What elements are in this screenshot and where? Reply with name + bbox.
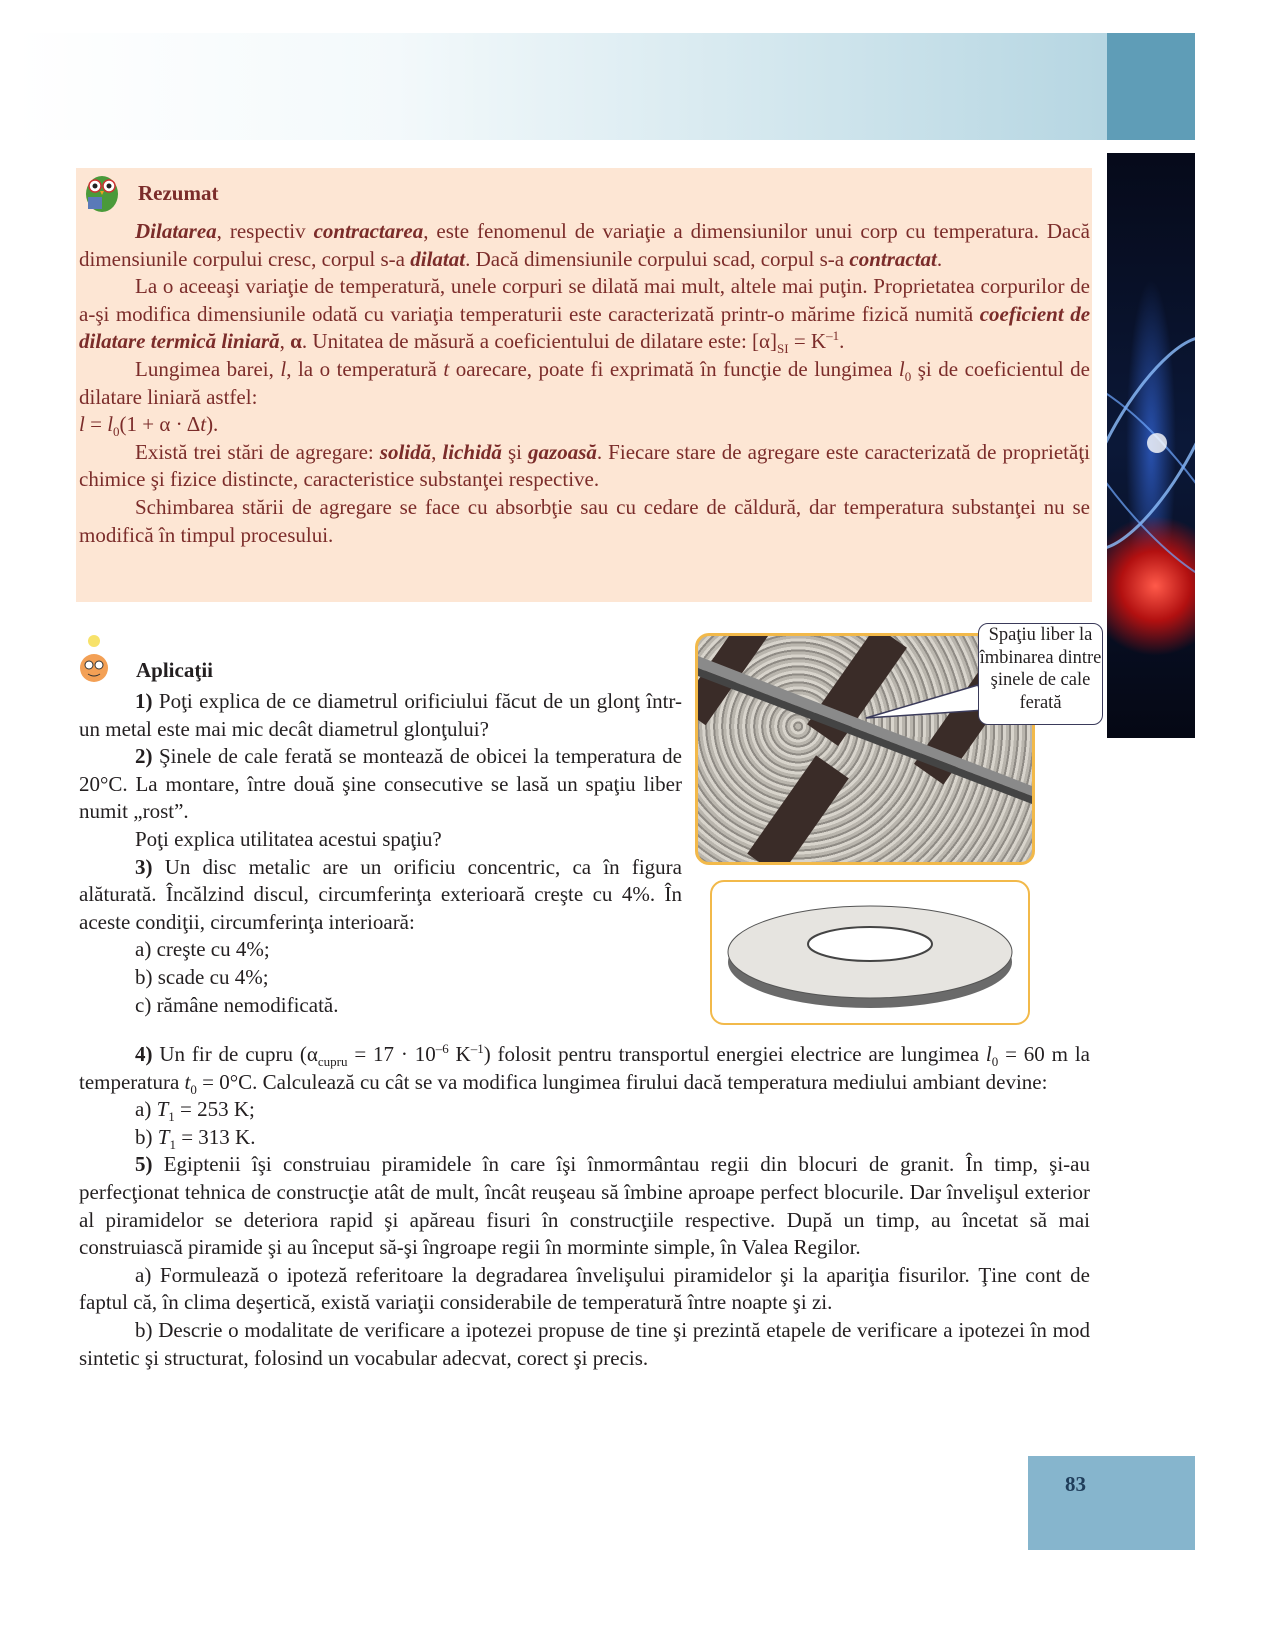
- text-segment: T: [156, 1097, 169, 1122]
- summary-paragraph: [79, 494, 1090, 549]
- text-segment: . Dacă dimensiunile corpului scad, corpul s-a: [465, 246, 850, 271]
- exercise: [79, 1041, 1090, 1096]
- header-banner: [15, 33, 1107, 140]
- text-segment: 3): [135, 854, 153, 879]
- text-segment: =: [84, 412, 108, 437]
- exercise: [79, 743, 682, 826]
- text-segment: = 313 K.: [175, 1124, 256, 1149]
- text-segment: a): [135, 1097, 157, 1122]
- text-segment: t: [443, 356, 450, 381]
- text-segment: Şinele de cale ferată se montează de obicei la temperatura de 20°C. La montare, între două şine consecutive se lasă un spaţiu liber numit „rost”.: [79, 744, 682, 824]
- text-segment: = 60 m la temperatura: [79, 1042, 1090, 1094]
- text-segment: α: [290, 329, 302, 354]
- page-number: 83: [1065, 1472, 1086, 1496]
- page-number-box: [1028, 1456, 1195, 1550]
- text-segment: 0: [904, 369, 912, 385]
- text-segment: b) Descrie o modalitate de verificare a ipotezei propuse de tine şi prezintă etapele de verificare a ipotezei în mod sintetic şi structurat, folosind un vocabular adecvat, corect şi precis.: [79, 1317, 1090, 1370]
- text-segment: Poţi explica utilitatea acestui spaţiu?: [135, 826, 442, 851]
- text-segment: a) Formulează o ipoteză referitoare la degradarea învelişului piramidelor şi la apariţia fisurilor. Ţine cont de faptul că, în clima deşertică, există variaţii considerabile de temperatură între noapte şi zi.: [79, 1262, 1090, 1315]
- text-segment: . Fiecare stare de agregare este caracterizată de proprietăţi chimice şi fizice distincte, caracteristice substanţei respective.: [79, 439, 1090, 492]
- text-segment: l: [107, 412, 114, 437]
- text-segment: , respectiv: [216, 219, 314, 243]
- text-segment: 0: [991, 1054, 999, 1070]
- figure-callout: Spaţiu liber la îmbinarea dintre şinele de cale ferată: [978, 623, 1103, 725]
- text-segment: 2): [135, 744, 153, 769]
- text-segment: Există trei stări de agregare:: [135, 439, 380, 464]
- exercise-option: [79, 936, 682, 964]
- text-segment: Un disc metalic are un orificiu concentric, ca în figura alăturată. Încălzind discul, circumferinţa exterioară creşte cu 4%. În aceste condiţii, circumferinţa interioară:: [79, 854, 682, 934]
- text-segment: = 253 K;: [174, 1097, 255, 1122]
- text-segment: Egiptenii îşi construiau piramidele în care îşi înmormântau regii din blocuri de granit. În timp, şi-au perfecţionat tehnica de construcţie atât de mult, încât reuşeau să îmbine aproape perfect blocurile. Dar învelişul exterior al piramidelor se deteriora rapid şi apăreau fisuri în construcţiile respective. După un timp, au încetat să mai construiască piramide şi au început să-şi îngroape regii în morminte simple, în Valea Regilor.: [79, 1152, 1090, 1260]
- text-segment: 0: [190, 1081, 197, 1097]
- emphasized-term: lichidă: [442, 439, 502, 464]
- exercise: [79, 1151, 1090, 1261]
- owl-reading-icon: [80, 170, 124, 214]
- text-segment: c) rămâne nemodificată.: [135, 992, 339, 1017]
- text-segment: –1: [470, 1041, 484, 1056]
- text-segment: l: [985, 1042, 992, 1066]
- exercise: [79, 688, 682, 743]
- text-segment: l: [898, 356, 905, 381]
- text-segment: Poţi explica de ce diametrul orificiului făcut de un glonţ într-un metal este mai mic decât diametrul glonţului?: [79, 689, 682, 741]
- emphasized-term: solidă: [379, 439, 432, 464]
- text-segment: t: [184, 1069, 191, 1094]
- text-segment: 1: [169, 1136, 176, 1152]
- text-segment: .: [839, 329, 845, 354]
- text-segment: t: [200, 412, 207, 437]
- lightbulb-face-icon: [78, 632, 110, 686]
- text-segment: Lungimea barei,: [135, 356, 281, 381]
- exercise-part: [79, 1262, 1090, 1317]
- text-segment: = 17 · 10: [347, 1042, 436, 1066]
- emphasized-term: contractarea: [313, 219, 424, 243]
- space-decoration-image: [1107, 153, 1195, 738]
- exercise: [79, 854, 682, 937]
- emphasized-term: coeficient de dilatare termică liniară: [79, 301, 1091, 354]
- text-segment: ,: [431, 439, 443, 464]
- exercise-part: [79, 1317, 1090, 1372]
- text-segment: , la o temperatură: [286, 356, 444, 381]
- text-segment: 1: [168, 1109, 175, 1125]
- text-segment: ) folosit pentru transportul energiei electrice are lungimea: [483, 1042, 986, 1066]
- summary-paragraph: [79, 356, 1090, 411]
- applications-wide: [79, 1041, 1090, 1372]
- text-segment: Schimbarea stării de agregare se face cu absorbţie sau cu cedare de căldură, dar temperatura substanţei nu se modifică în timpul procesului.: [79, 494, 1090, 547]
- emphasized-term: gazoasă: [528, 439, 597, 464]
- applications-narrow: [79, 688, 682, 1019]
- metal-disc-figure: [710, 880, 1030, 1025]
- text-segment: SI: [777, 341, 789, 357]
- text-segment: ).: [206, 412, 219, 437]
- header-banner-block: [1107, 33, 1195, 140]
- text-segment: T: [157, 1124, 170, 1149]
- text-segment: b) scade cu 4%;: [135, 964, 269, 989]
- exercise-question: [79, 826, 682, 854]
- text-segment: ,: [279, 329, 291, 354]
- text-segment: (1 + α · Δ: [119, 412, 201, 437]
- text-segment: , este fenomenul de variaţie a dimensiunilor unui corp cu temperatura. Dacă dimensiunile corpului cresc, corpul s-a: [79, 219, 1090, 271]
- text-segment: .: [936, 246, 943, 271]
- text-segment: . Unitatea de măsură a coeficientului de dilatare este: [α]: [301, 329, 778, 354]
- exercise-option: [79, 1124, 1090, 1152]
- text-segment: şi: [501, 439, 529, 464]
- emphasized-term: Dilatarea: [135, 219, 217, 243]
- summary-text: [79, 218, 1090, 549]
- text-segment: şi de coeficientul de dilatare liniară astfel:: [79, 356, 1090, 409]
- text-segment: –6: [435, 1041, 449, 1056]
- text-segment: 1): [135, 689, 153, 713]
- text-segment: Un fir de cupru (α: [152, 1042, 318, 1066]
- exercise-option: [79, 1096, 1090, 1124]
- text-segment: b): [135, 1124, 158, 1149]
- text-segment: La o aceeaşi variaţie de temperatură, unele corpuri se dilată mai mult, altele mai puţin. Proprietatea corpurilor de a-şi modifica dimensiunile odată cu variaţia temperaturii este caracterizată printr-o mărime fizică numită: [79, 274, 1090, 326]
- text-segment: l: [280, 356, 287, 381]
- text-segment: 4): [135, 1042, 153, 1066]
- summary-paragraph: [79, 273, 1090, 356]
- exercise-option: [79, 992, 682, 1020]
- text-segment: = 0°C. Calculează cu cât se va modifica lungimea firului dacă temperatura mediului ambiant devine:: [196, 1069, 1048, 1094]
- applications-title: Aplicaţii: [136, 658, 213, 682]
- text-segment: oarecare, poate fi exprimată în funcţie de lungimea: [449, 356, 899, 381]
- text-segment: K: [448, 1042, 471, 1066]
- text-segment: –1: [826, 328, 840, 344]
- emphasized-term: dilatat: [410, 246, 466, 271]
- emphasized-term: contractat: [849, 246, 937, 271]
- text-segment: l: [79, 412, 85, 437]
- text-segment: 0: [113, 424, 120, 440]
- text-segment: a) creşte cu 4%;: [135, 937, 270, 962]
- summary-paragraph: [79, 439, 1090, 494]
- text-segment: cupru: [317, 1054, 348, 1070]
- exercise-option: [79, 964, 682, 992]
- summary-paragraph: [79, 218, 1090, 273]
- text-segment: 5): [135, 1152, 153, 1177]
- formula: [79, 411, 1090, 439]
- text-segment: = K: [788, 329, 827, 354]
- summary-title: Rezumat: [138, 181, 219, 205]
